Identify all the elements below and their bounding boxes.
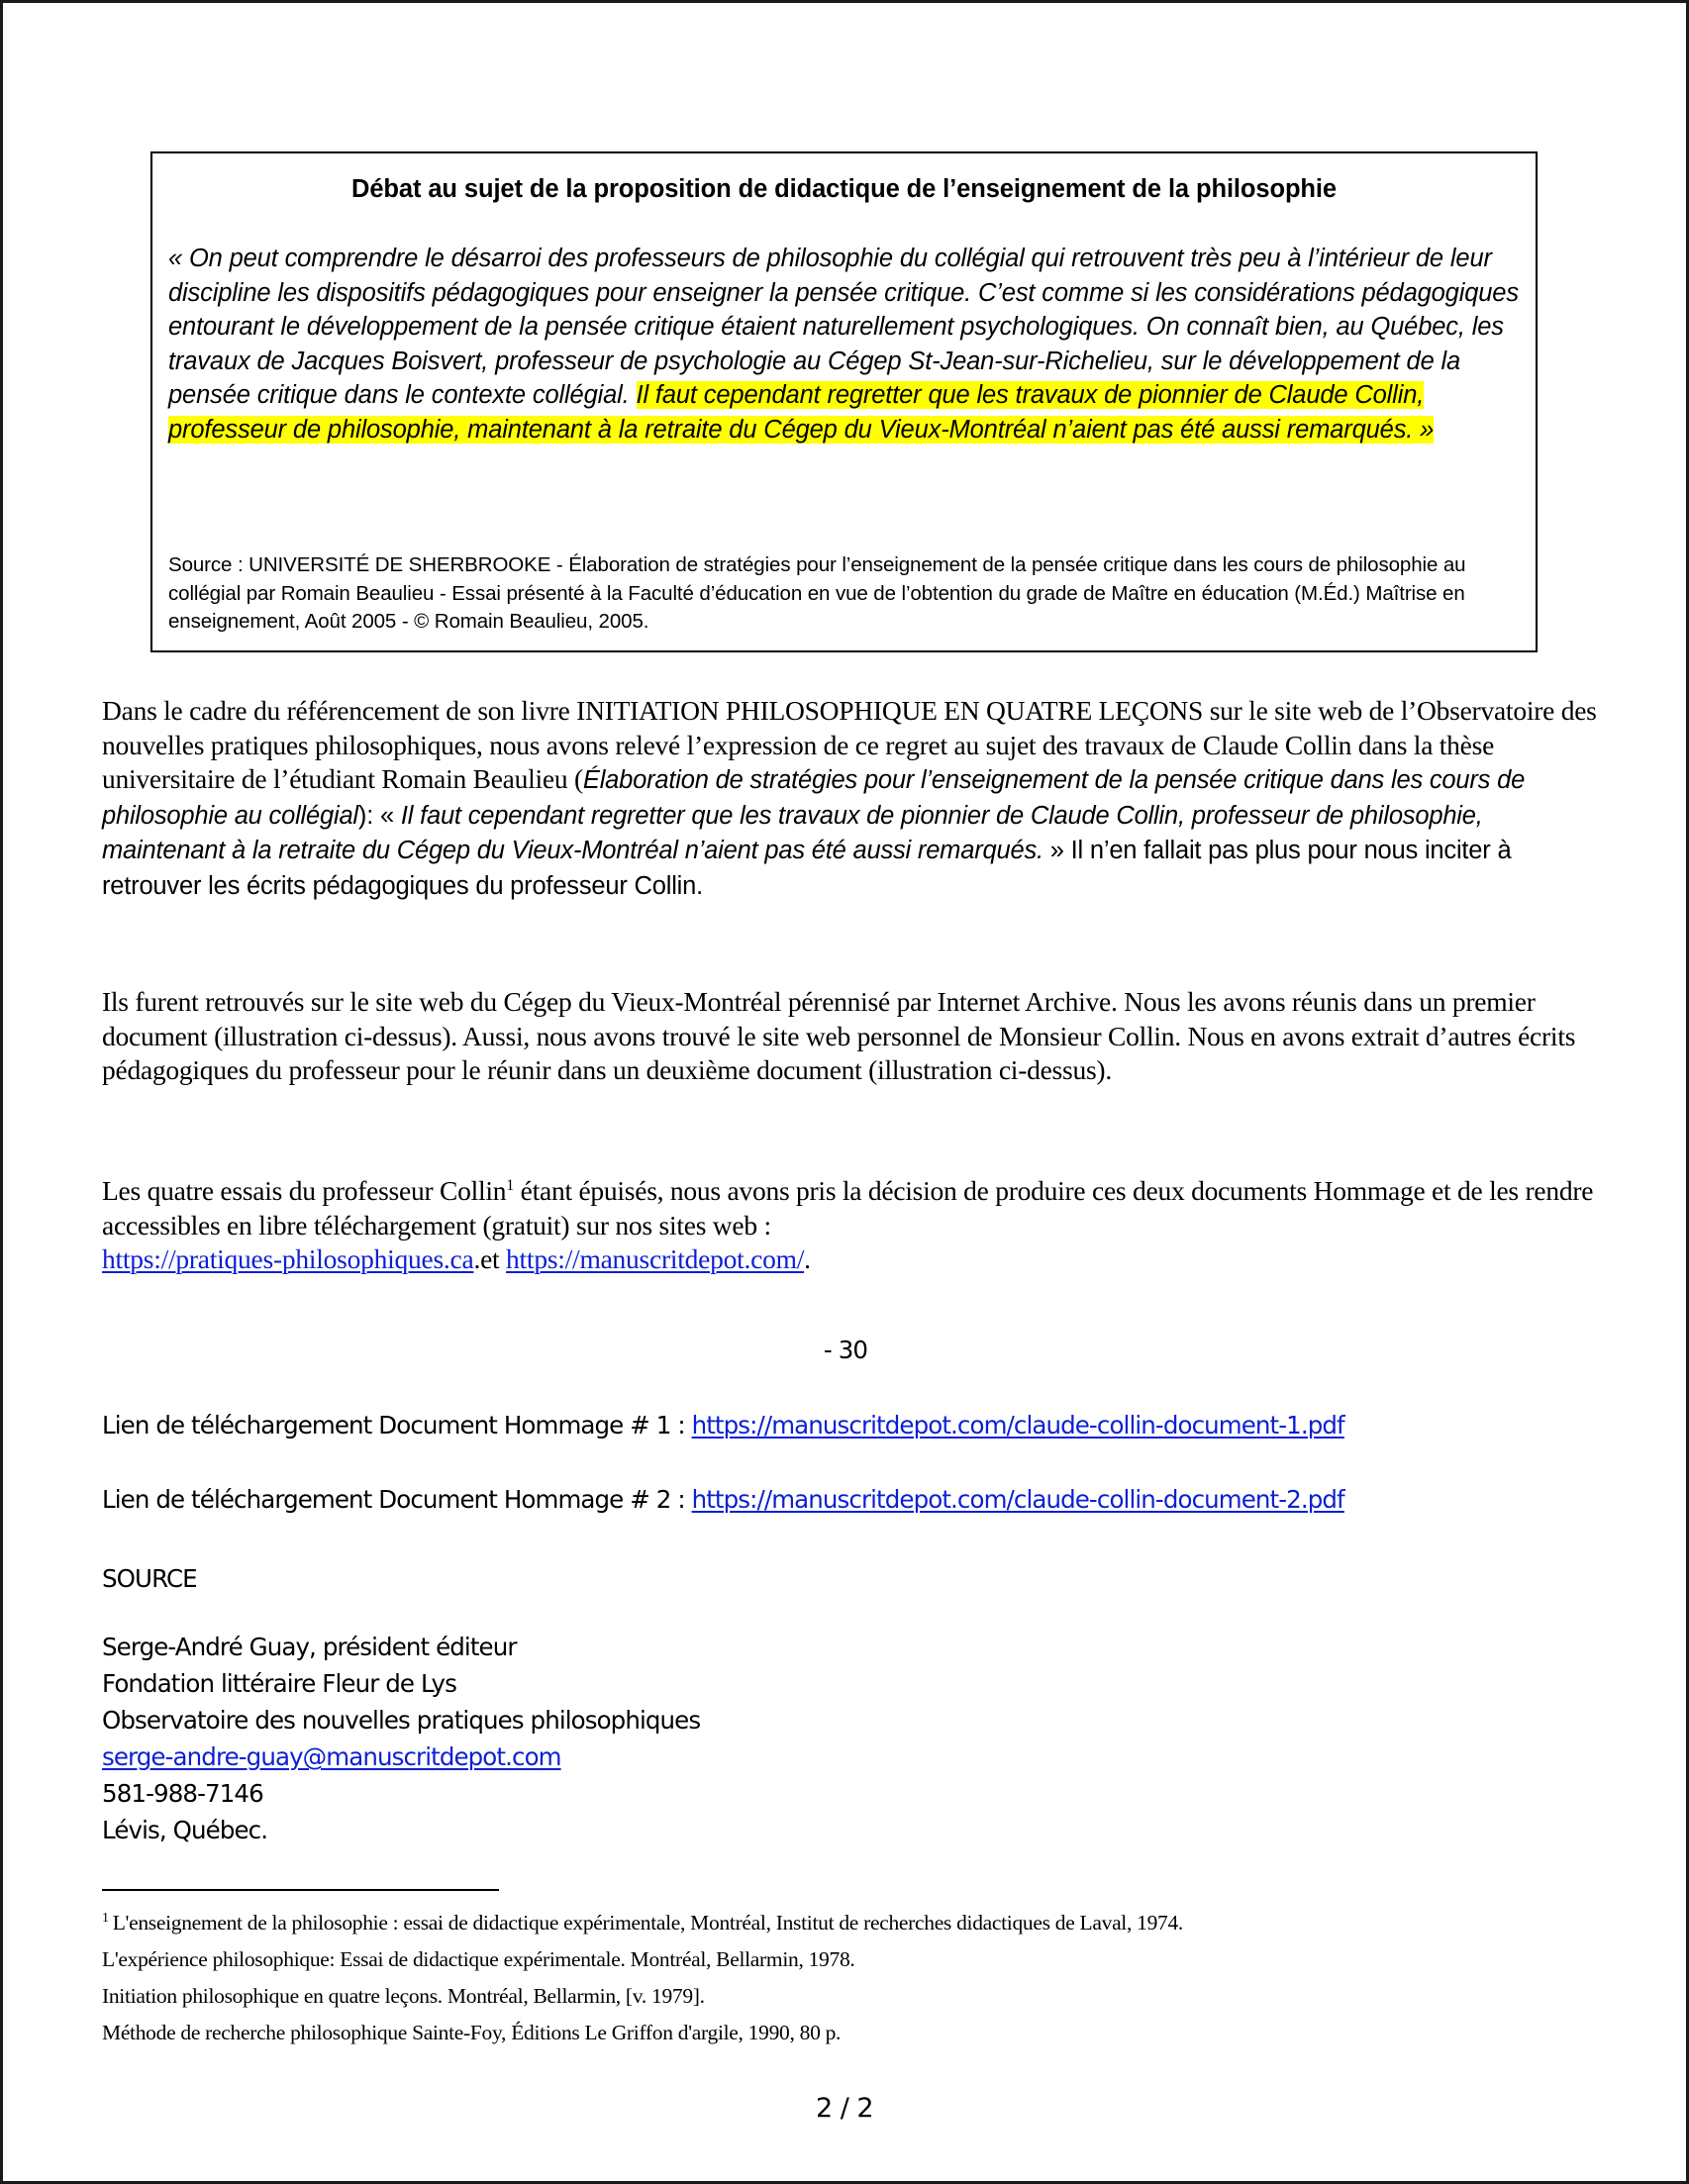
download-line-1 [102,1407,1344,1443]
thesis-title: Élaboration de stratégies pour l’enseignement de la pensée critique dans les cours de philosophie au collégial [102,766,1526,830]
page-marker: - 30 [823,1336,868,1364]
download-label-1: Lien de téléchargement Document Hommage # 1 : [102,1411,692,1439]
contact-observatory: Observatoire des nouvelles pratiques philosophiques [102,1706,701,1735]
footnote-text: L'enseignement de la philosophie : essai de didactique expérimentale, Montréal, Institut de recherches didactiques de Laval, 1974. [112,1911,1184,1935]
footnote-reference[interactable]: 1 [506,1176,515,1194]
footnote-divider [102,1889,499,1891]
footnote-item [102,1905,1183,1941]
download-line-2 [102,1481,1344,1518]
download-link-document-1[interactable]: https://manuscritdepot.com/claude-collin-document-1.pdf [691,1411,1344,1439]
paragraph-availability-end: . [804,1243,811,1274]
link-pratiques-philosophiques[interactable]: https://pratiques-philosophiques.ca [102,1243,474,1274]
contact-block [102,1629,700,1848]
quote-text-highlighted: Il faut cependant regretter que les travaux de pionnier de Claude Collin, professeur de philosophie, maintenant à la retraite du Cégep du Vieux-Montréal n’aient pas été aussi remarqués. » [168,381,1435,444]
paragraph-discovery: Ils furent retrouvés sur le site web du Cégep du Vieux-Montréal pérennisé par Internet Archive. Nous les avons réunis dans un premier document (illustration ci-dessus). Aussi, nous avons trouvé le site web personnel de Monsieur Collin. Nous en avons extrait d’autres écrits pédagogiques du professeur pour le réunir dans un deuxième document (illustration ci-dessus). [102,986,1576,1085]
footnote-item: Initiation philosophique en quatre leçons. Montréal, Bellarmin, [v. 1979]. [102,1984,705,2008]
contact-name: Serge-André Guay, président éditeur [102,1633,517,1661]
paragraph-availability-text-b: étant épuisés, nous avons pris la décision de produire ces deux documents Hommage et de les rendre accessibles en libre téléchargement (gratuit) sur nos sites web : [102,1175,1594,1241]
paragraph-context-text-a: Dans le cadre du référencement de son livre INITIATION PHILOSOPHIQUE EN QUATRE LEÇONS sur le site web de l’Observatoire des nouvelles pratiques philosophiques, nous avons relevé l’expression de ce regret au sujet des travaux de Claude Collin dans la thèse universitaire de l’étudiant Romain Beaulieu ( [102,695,1597,794]
paragraph-availability [102,1174,1597,1277]
download-link-document-2[interactable]: https://manuscritdepot.com/claude-collin-document-2.pdf [691,1485,1344,1514]
source-heading: SOURCE [102,1564,197,1593]
footnotes [102,1905,1183,2051]
page-number: 2 / 2 [815,2093,874,2124]
link-manuscritdepot[interactable]: https://manuscritdepot.com/ [506,1243,805,1274]
contact-organization: Fondation littéraire Fleur de Lys [102,1669,456,1698]
quote-text-plain: « On peut comprendre le désarroi des professeurs de philosophie du collégial qui retrouvent très peu à l’intérieur de leur discipline les dispositifs pédagogiques pour enseigner la pensée critique. C’est comme si les considérations pédagogiques entourant le développement de la pensée critique étaient naturellement psychologiques. On connaît bien, au Québec, les travaux de Jacques Boisvert, professeur de psychologie au Cégep St-Jean-sur-Richelieu, sur le développement de la pensée critique dans le contexte collégial. [168,245,1519,409]
footnote-item: L'expérience philosophique: Essai de didactique expérimentale. Montréal, Bellarmin, 1978. [102,1947,855,1971]
footnote-marker: 1 [102,1910,109,1926]
paragraph-availability-text-a: Les quatre essais du professeur Collin [102,1175,507,1206]
quote-box [150,151,1538,652]
contact-phone: 581-988-7146 [102,1779,263,1808]
download-label-2: Lien de téléchargement Document Hommage # 2 : [102,1485,692,1514]
paragraph-context [102,694,1597,903]
cited-quote: Il faut cependant regretter que les travaux de pionnier de Claude Collin, professeur de philosophie, maintenant à la retraite du Cégep du Vieux-Montréal n’aient pas été aussi remarqués. [102,801,1483,864]
footnote-item: Méthode de recherche philosophique Sainte-Foy, Éditions Le Griffon d'argile, 1990, 80 p. [102,2021,842,2044]
contact-city: Lévis, Québec. [102,1816,268,1844]
quote-box-title: Débat au sujet de la proposition de didactique de l’enseignement de la philosophie [351,175,1337,203]
quote-source-citation: Source : UNIVERSITÉ DE SHERBROOKE - Élaboration de stratégies pour l’enseignement de la pensée critique dans les cours de philosophie au collégial par Romain Beaulieu - Essai présenté à la Faculté d’éducation en vue de l’obtention du grade de Maître en éducation (M.Éd.) Maîtrise en enseignement, Août 2005 - © Romain Beaulieu, 2005. [168,553,1466,633]
link-separator: .et [473,1243,507,1274]
paragraph-context-text-b: ): « [357,801,401,830]
quote-text [168,242,1520,447]
contact-email-link[interactable]: serge-andre-guay@manuscritdepot.com [102,1742,561,1771]
paragraph-context-text-c: » Il n’en fallait pas plus pour nous inciter à retrouver les écrits pédagogiques du professeur Collin. [102,837,1512,900]
